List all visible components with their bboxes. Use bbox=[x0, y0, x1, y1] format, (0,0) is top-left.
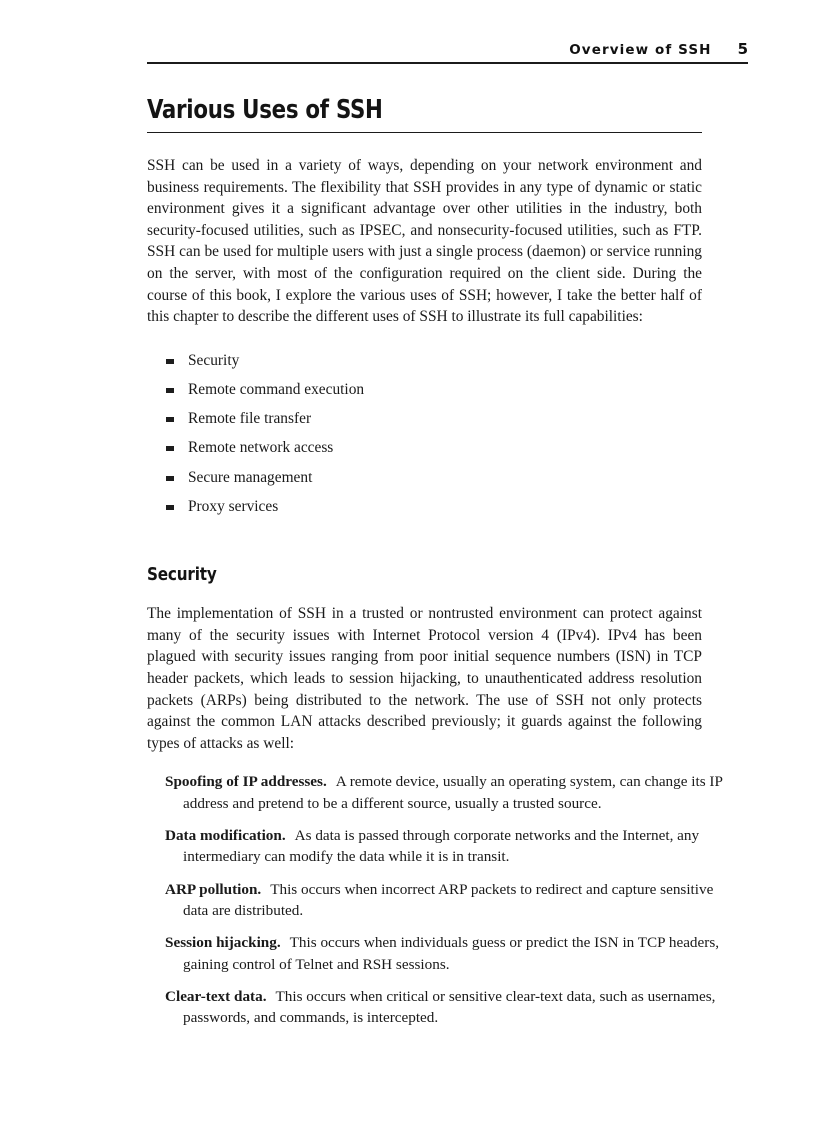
list-item bbox=[147, 467, 748, 489]
list-item-label: Remote network access bbox=[188, 439, 334, 457]
list-item bbox=[147, 408, 748, 430]
square-bullet-icon bbox=[166, 446, 174, 451]
page-content bbox=[147, 40, 748, 1039]
definition-description: This occurs when critical or sensitive clear-text data, such as usernames, passwords, and commands, is intercepted. bbox=[183, 987, 716, 1027]
square-bullet-icon bbox=[166, 388, 174, 393]
uses-bullet-list bbox=[147, 350, 748, 518]
definition-term: Spoofing of IP addresses. bbox=[165, 773, 327, 791]
attacks-definition-list bbox=[147, 771, 748, 1028]
definition-term: Data modification. bbox=[165, 827, 286, 845]
list-item-label: Secure management bbox=[188, 468, 313, 486]
subsection-heading-security: Security bbox=[147, 564, 217, 586]
definition-item bbox=[165, 932, 728, 975]
list-item bbox=[147, 496, 748, 518]
running-header bbox=[147, 40, 748, 59]
definition-description: This occurs when incorrect ARP packets to redirect and capture sensitive data are distributed. bbox=[183, 880, 714, 919]
section-heading-rule bbox=[147, 132, 702, 133]
security-paragraph: The implementation of SSH in a trusted or nontrusted environment can protect against many of the security issues with Internet Protocol version 4 (IPv4). IPv4 has been plagued with security issues ranging from poor initial sequence numbers (ISN) in TCP header packets, which leads to session hijacking, to unauthenticated address resolution packets (ARPs) being distributed to the network. The use of SSH not only protects against the common LAN attacks described previously; it guards against the following types of attacks as well: bbox=[147, 605, 702, 752]
definition-item bbox=[165, 879, 728, 922]
definition-description: A remote device, usually an operating system, can change its IP address and pretend to be a different source, usually a trusted source. bbox=[183, 773, 723, 812]
list-item-label: Security bbox=[188, 351, 240, 369]
definition-term: Clear-text data. bbox=[165, 987, 267, 1005]
definition-description: This occurs when individuals guess or predict the ISN in TCP headers, gaining control of Telnet and RSH sessions. bbox=[183, 934, 720, 973]
page-number: 5 bbox=[737, 40, 748, 58]
list-item-label: Remote command execution bbox=[188, 380, 365, 398]
definition-description: As data is passed through corporate networks and the Internet, any intermediary can modify the data while it is in transit. bbox=[183, 827, 700, 866]
definition-term: Session hijacking. bbox=[165, 934, 281, 952]
square-bullet-icon bbox=[166, 359, 174, 364]
definition-item bbox=[165, 986, 728, 1029]
definition-item bbox=[165, 825, 728, 868]
definition-term: ARP pollution. bbox=[165, 880, 262, 898]
intro-paragraph: SSH can be used in a variety of ways, depending on your network environment and business requirements. The flexibility that SSH provides in any type of dynamic or static environment gives it a significant advantage over other utilities in the industry, both security-focused utilities, such as IPSEC, and nonsecurity-focused utilities, such as FTP. SSH can be used for multiple users with just a single process (daemon) or service running on the server, with most of the configuration required on the client side. During the course of this book, I explore the various uses of SSH; however, I take the better half of this chapter to describe the different uses of SSH to illustrate its full capabilities: bbox=[147, 157, 702, 326]
square-bullet-icon bbox=[166, 417, 174, 422]
list-item bbox=[147, 437, 748, 459]
list-item-label: Proxy services bbox=[188, 497, 279, 515]
running-header-chapter-title: Overview of SSH bbox=[569, 42, 712, 58]
square-bullet-icon bbox=[166, 476, 174, 481]
square-bullet-icon bbox=[166, 505, 174, 510]
header-rule bbox=[147, 62, 748, 64]
list-item bbox=[147, 379, 748, 401]
list-item bbox=[147, 350, 748, 372]
list-item-label: Remote file transfer bbox=[188, 410, 312, 428]
section-heading-various-uses-of-ssh: Various Uses of SSH bbox=[147, 95, 383, 125]
definition-item bbox=[165, 771, 728, 814]
